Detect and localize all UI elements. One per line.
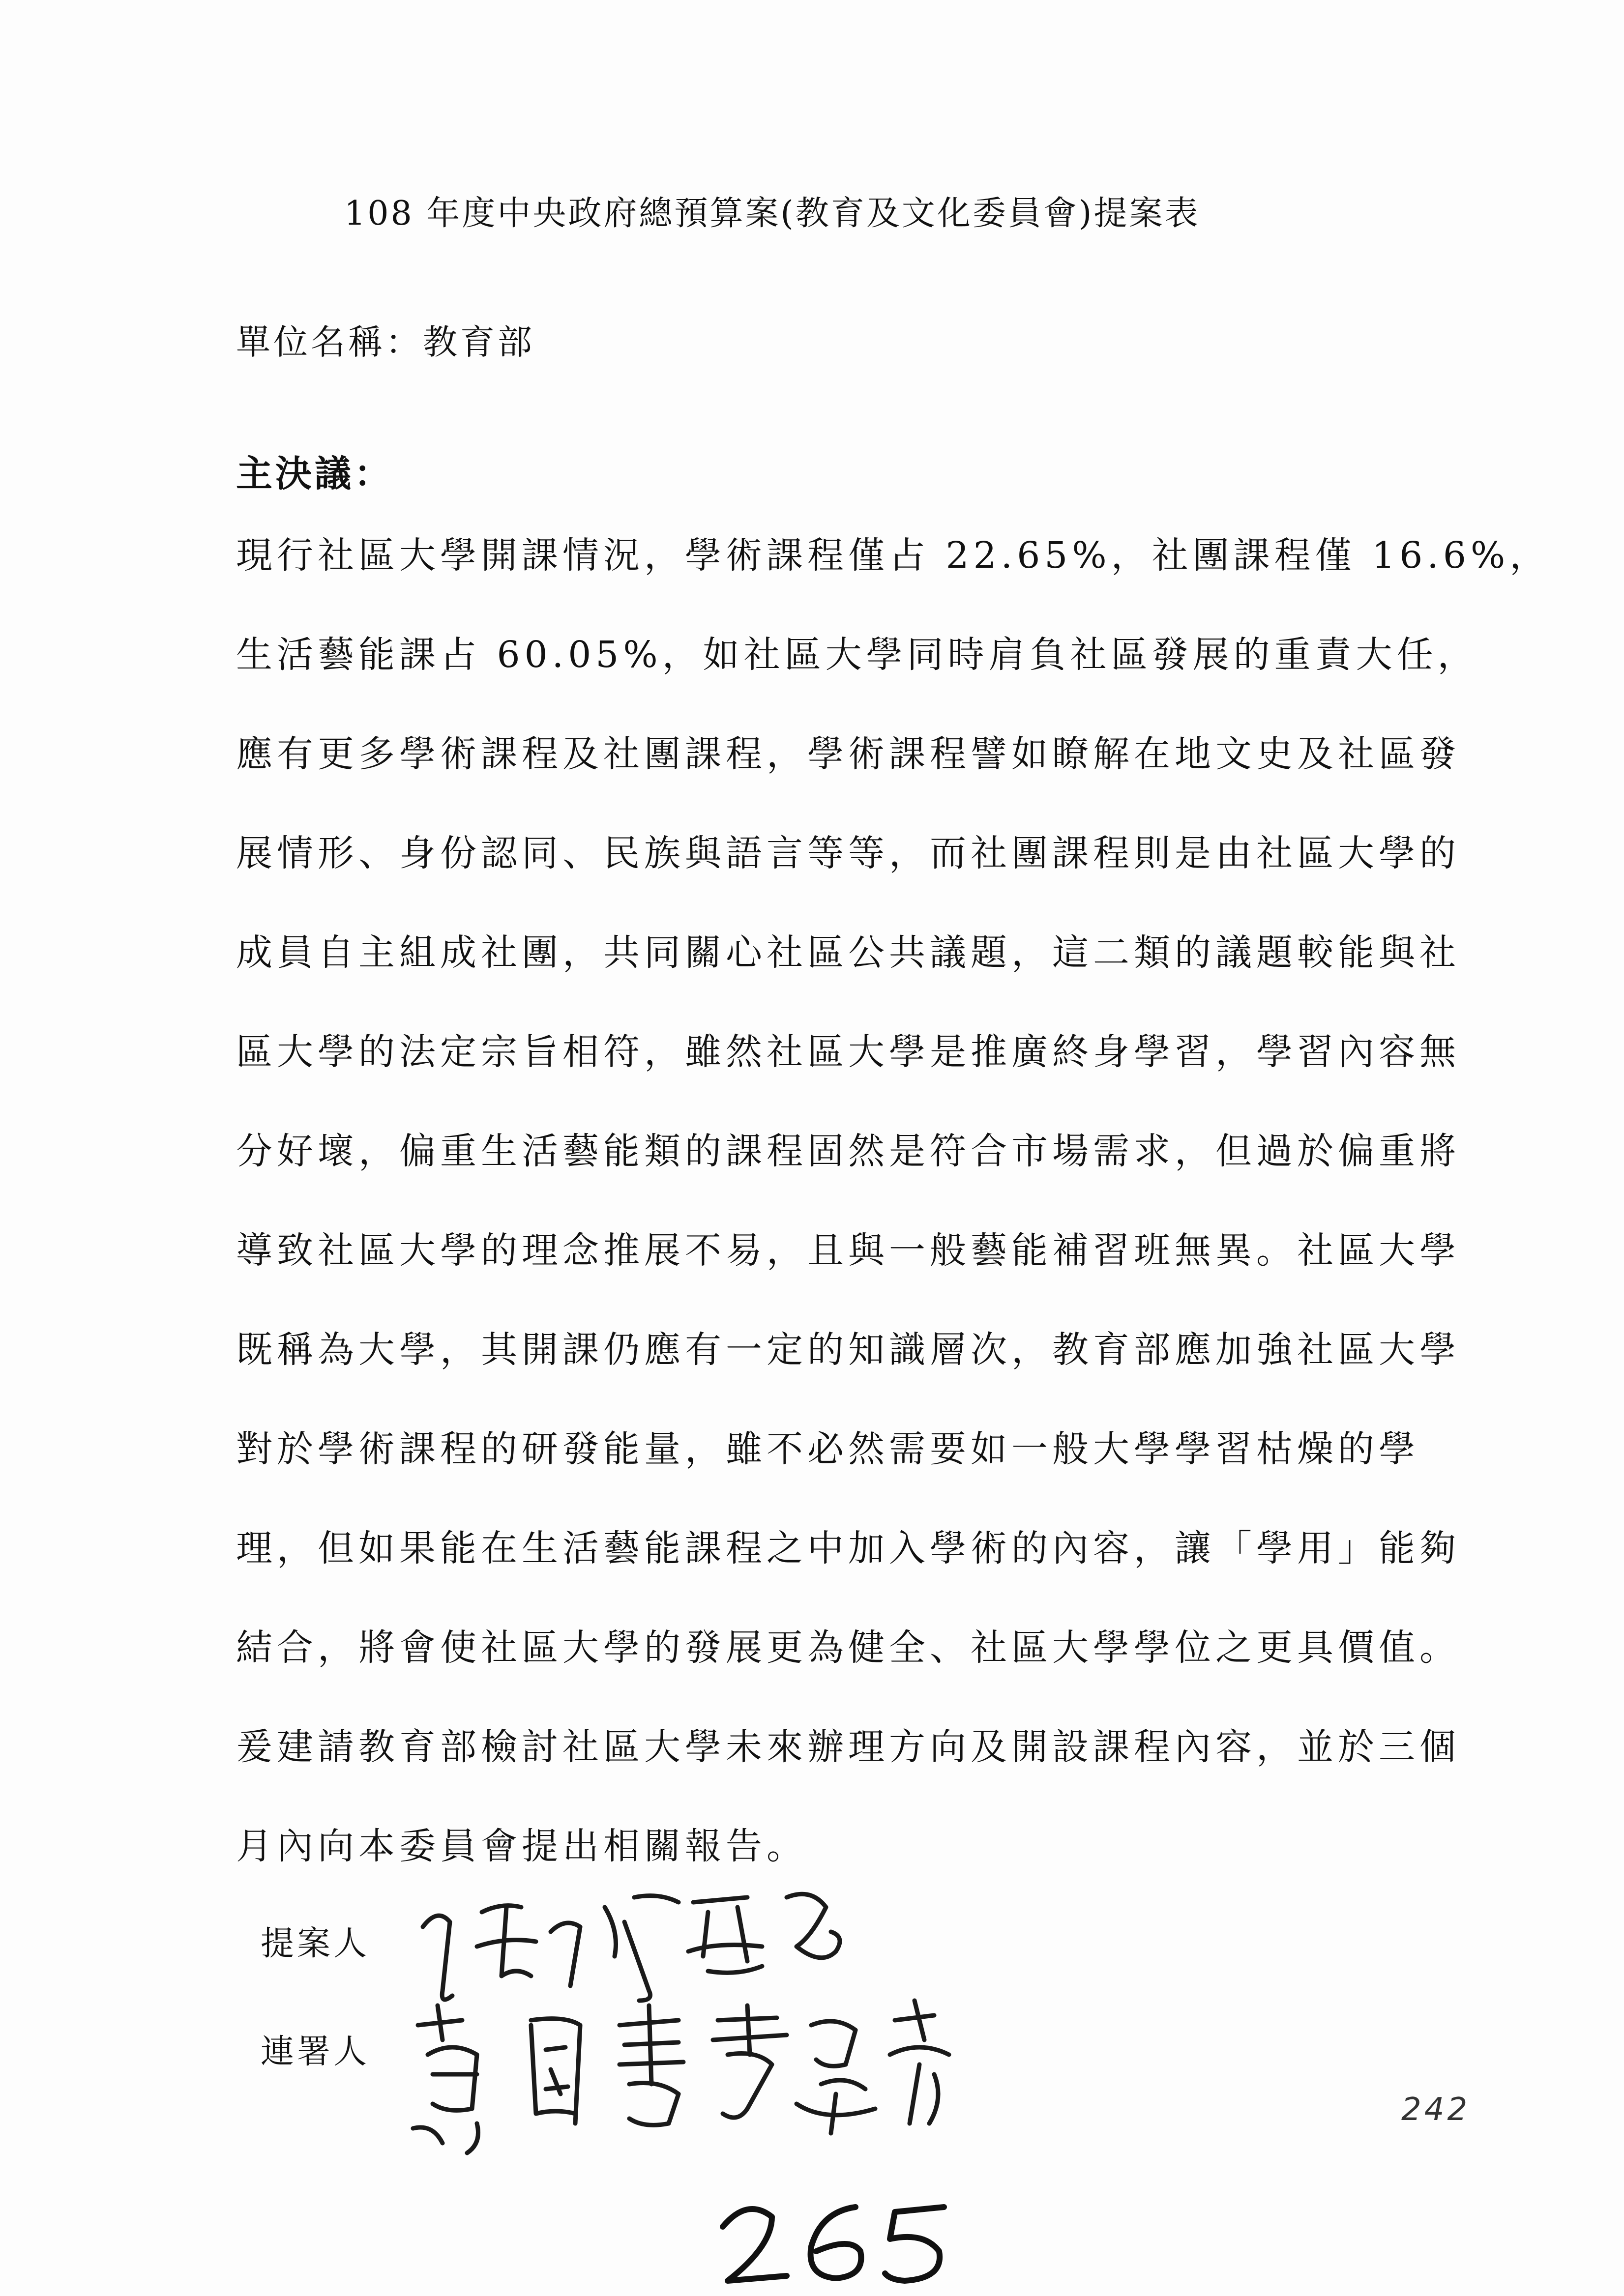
body-line: 既稱為大學，其開課仍應有一定的知識層次，教育部應加強社區大學 <box>236 1329 1460 1371</box>
body-line: 生活藝能課占 60.05%，如社區大學同時肩負社區發展的重責大任， <box>236 634 1478 676</box>
body-line: 展情形、身份認同、民族與語言等等，而社團課程則是由社區大學的 <box>236 832 1460 874</box>
body-line: 現行社區大學開課情況，學術課程僅占 22.65%，社團課程僅 16.6%， <box>236 534 1551 577</box>
resolution-body <box>236 526 1551 1916</box>
body-line: 理，但如果能在生活藝能課程之中加入學術的內容，讓「學用」能夠 <box>236 1527 1460 1569</box>
body-line: 結合，將會使社區大學的發展更為健全、社區大學學位之更具價值。 <box>236 1627 1460 1669</box>
cosigner-label: 連署人 <box>261 2033 370 2071</box>
body-line: 導致社區大學的理念推展不易，且與一般藝能補習班無異。社區大學 <box>236 1229 1460 1272</box>
unit-name-line: 單位名稱：教育部 <box>236 322 535 362</box>
body-line: 區大學的法定宗旨相符，雖然社區大學是推廣終身學習，學習內容無 <box>236 1031 1460 1073</box>
body-line: 月內向本委員會提出相關報告。 <box>236 1825 807 1867</box>
document-title: 108 年度中央政府總預算案(教育及文化委員會)提案表 <box>344 194 1200 233</box>
body-line: 對於學術課程的研發能量，雖不必然需要如一般大學學習枯燥的學 <box>236 1428 1419 1470</box>
proposer-label: 提案人 <box>261 1924 370 1963</box>
body-line: 爰建請教育部檢討社區大學未來辦理方向及開設課程內容，並於三個 <box>236 1726 1460 1768</box>
resolution-heading: 主決議： <box>236 453 393 495</box>
body-line: 成員自主組成社團，共同關心社區公共議題，這二類的議題較能與社 <box>236 931 1460 974</box>
handwritten-page-number: 242 <box>1401 2092 1471 2128</box>
body-line: 應有更多學術課程及社團課程，學術課程譬如瞭解在地文史及社區發 <box>236 733 1460 775</box>
handwritten-number-stamp <box>708 2192 974 2291</box>
body-line: 分好壞，偏重生活藝能類的課程固然是符合市場需求，但過於偏重將 <box>236 1130 1460 1172</box>
